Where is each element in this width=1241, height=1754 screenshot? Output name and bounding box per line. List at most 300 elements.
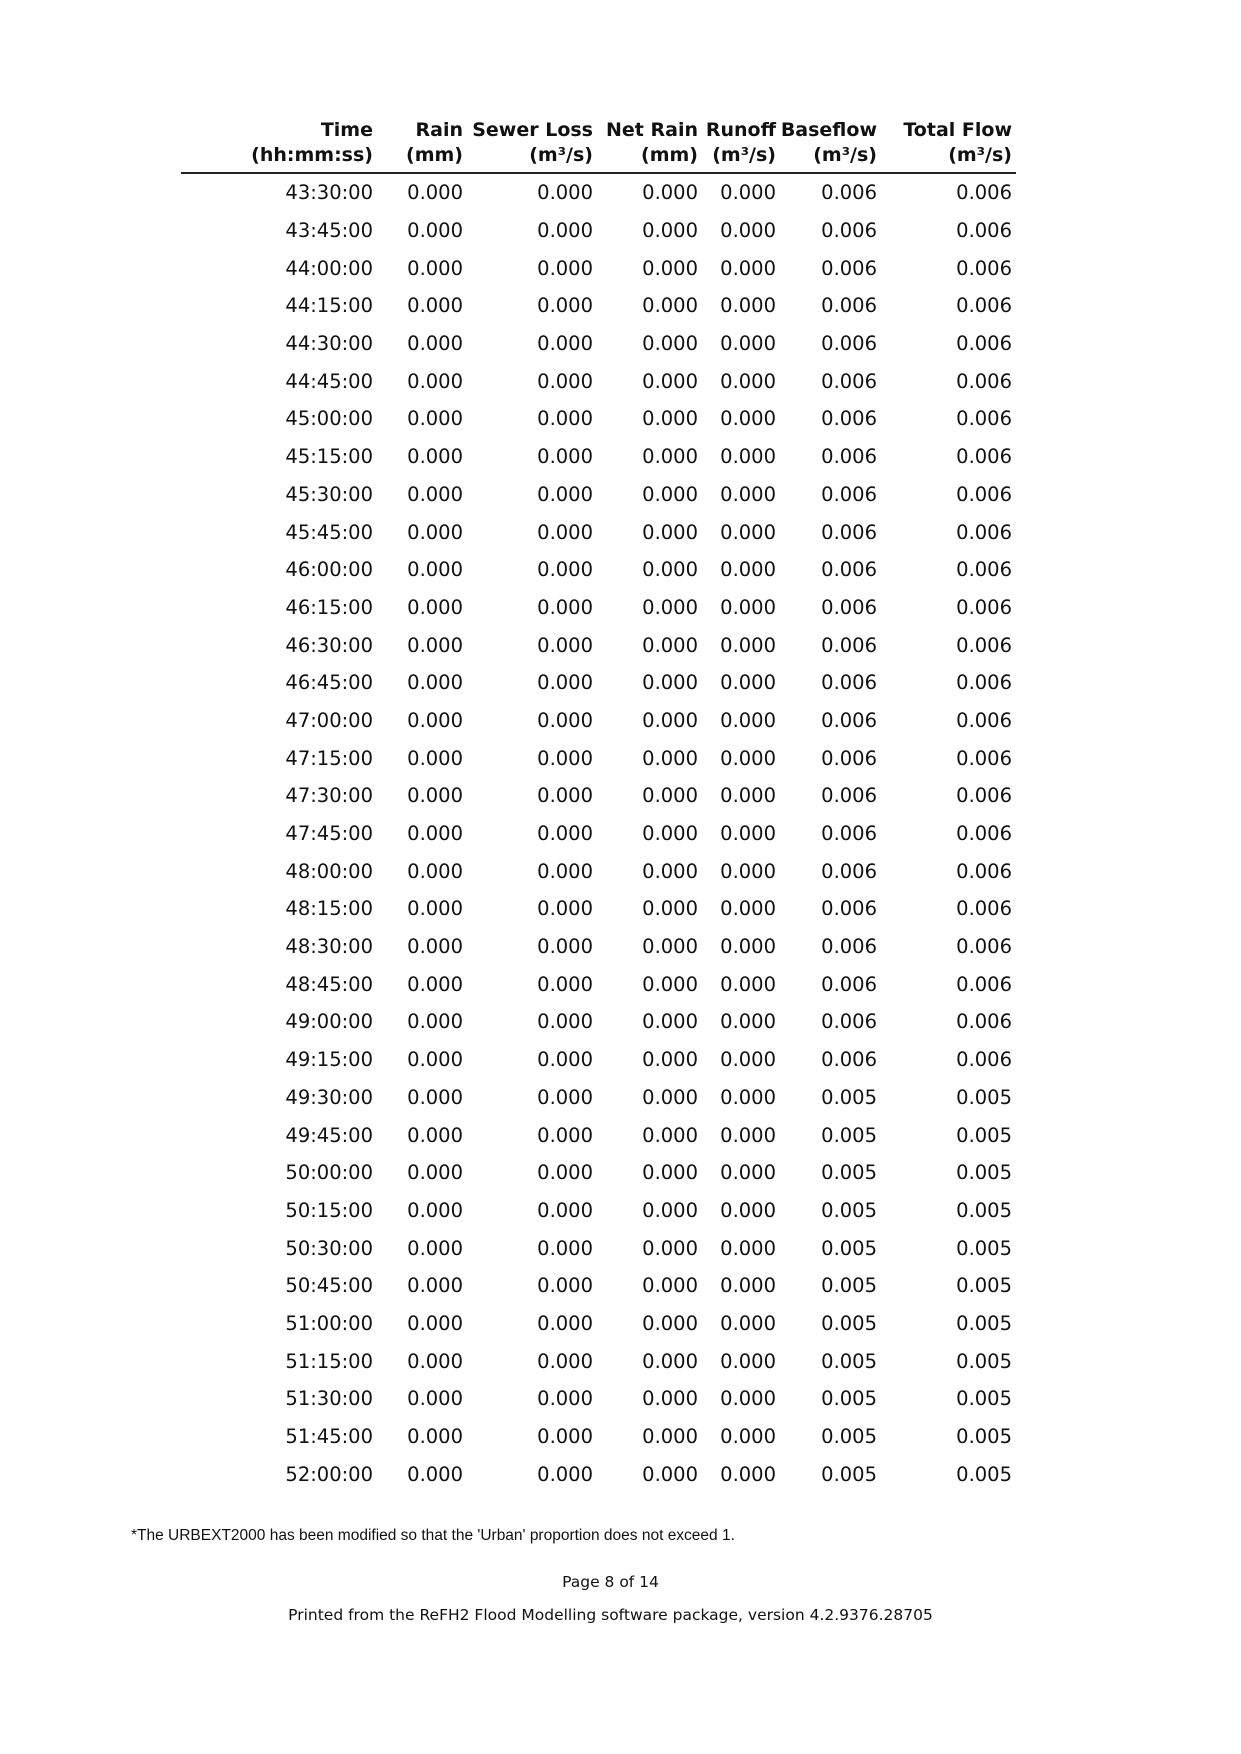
table-cell: 0.000 <box>642 1274 698 1298</box>
table-cell: 0.000 <box>537 256 593 280</box>
table-cell: 0.000 <box>720 859 776 883</box>
table-cell: 0.005 <box>821 1387 877 1411</box>
table-cell: 0.000 <box>642 972 698 996</box>
table-cell: 0.000 <box>720 1462 776 1486</box>
table-cell: 0.005 <box>956 1462 1012 1486</box>
table-row <box>181 476 1016 514</box>
table-cell: 0.000 <box>407 369 463 393</box>
table-cell: 0.000 <box>642 482 698 506</box>
table-cell: 0.005 <box>821 1123 877 1147</box>
table-cell: 0.000 <box>407 1462 463 1486</box>
table-row <box>181 400 1016 438</box>
table-cell: 0.005 <box>956 1161 1012 1185</box>
printed-by-note: Printed from the ReFH2 Flood Modelling software package, version 4.2.9376.28705 <box>288 1606 933 1624</box>
table-cell: 0.006 <box>956 558 1012 582</box>
table-cell: 0.000 <box>720 1425 776 1449</box>
table-cell: 43:30:00 <box>285 181 373 205</box>
table-cell: 48:00:00 <box>285 859 373 883</box>
table-cell: 0.000 <box>642 859 698 883</box>
table-cell: 0.006 <box>956 822 1012 846</box>
column-header <box>780 118 881 173</box>
column-header <box>702 118 780 173</box>
table-cell: 0.000 <box>537 1236 593 1260</box>
column-header-name: Sewer Loss <box>472 119 593 141</box>
table-cell: 0.000 <box>537 1387 593 1411</box>
table-row <box>181 1305 1016 1343</box>
table-cell: 0.005 <box>956 1085 1012 1109</box>
table-cell: 0.005 <box>821 1462 877 1486</box>
table-cell: 0.006 <box>821 407 877 431</box>
table-cell: 0.000 <box>720 1236 776 1260</box>
table-cell: 43:45:00 <box>285 219 373 243</box>
table-cell: 0.000 <box>720 1274 776 1298</box>
table-cell: 0.006 <box>956 708 1012 732</box>
table-cell: 0.000 <box>407 1048 463 1072</box>
table-cell: 47:30:00 <box>285 784 373 808</box>
table-cell: 0.000 <box>642 219 698 243</box>
table-cell: 0.000 <box>642 407 698 431</box>
table-cell: 0.000 <box>642 1123 698 1147</box>
table-cell: 0.005 <box>956 1123 1012 1147</box>
table-cell: 0.000 <box>642 746 698 770</box>
table-row <box>181 362 1016 400</box>
table-cell: 0.006 <box>956 1048 1012 1072</box>
table-cell: 0.000 <box>642 1349 698 1373</box>
table-cell: 0.006 <box>821 558 877 582</box>
table-cell: 0.006 <box>821 784 877 808</box>
table-cell: 0.000 <box>537 1462 593 1486</box>
table-cell: 0.000 <box>537 1311 593 1335</box>
table-cell: 0.006 <box>821 1010 877 1034</box>
table-cell: 49:30:00 <box>285 1085 373 1109</box>
table-cell: 50:15:00 <box>285 1198 373 1222</box>
table-cell: 46:15:00 <box>285 595 373 619</box>
table-cell: 0.006 <box>956 746 1012 770</box>
table-cell: 0.000 <box>642 784 698 808</box>
table-cell: 0.000 <box>642 708 698 732</box>
table-cell: 0.006 <box>821 482 877 506</box>
table-cell: 51:00:00 <box>285 1311 373 1335</box>
table-row <box>181 1116 1016 1154</box>
table-cell: 51:45:00 <box>285 1425 373 1449</box>
table-cell: 0.000 <box>720 1311 776 1335</box>
table-cell: 0.000 <box>537 482 593 506</box>
table-row <box>181 965 1016 1003</box>
table-cell: 0.000 <box>407 1161 463 1185</box>
table-cell: 0.000 <box>720 1198 776 1222</box>
table-cell: 0.000 <box>720 972 776 996</box>
table-cell: 0.000 <box>537 972 593 996</box>
table-cell: 0.006 <box>956 219 1012 243</box>
table-cell: 0.000 <box>720 784 776 808</box>
table-cell: 0.006 <box>821 859 877 883</box>
table-cell: 48:30:00 <box>285 935 373 959</box>
table-cell: 0.000 <box>407 294 463 318</box>
table-cell: 0.000 <box>720 897 776 921</box>
table-row <box>181 852 1016 890</box>
table-cell: 0.000 <box>720 1010 776 1034</box>
column-header-unit: (m³/s) <box>529 144 593 166</box>
table-cell: 0.006 <box>956 332 1012 356</box>
table-row <box>181 1041 1016 1079</box>
table-cell: 0.006 <box>956 784 1012 808</box>
table-row <box>181 1154 1016 1192</box>
table-cell: 50:30:00 <box>285 1236 373 1260</box>
table-cell: 0.006 <box>821 897 877 921</box>
table-cell: 0.005 <box>956 1425 1012 1449</box>
table-cell: 0.000 <box>537 746 593 770</box>
table-cell: 0.005 <box>956 1387 1012 1411</box>
table-cell: 52:00:00 <box>285 1462 373 1486</box>
table-cell: 44:45:00 <box>285 369 373 393</box>
table-cell: 50:45:00 <box>285 1274 373 1298</box>
table-cell: 0.000 <box>407 1274 463 1298</box>
table-cell: 0.006 <box>956 935 1012 959</box>
table-cell: 0.000 <box>407 708 463 732</box>
column-header <box>377 118 467 173</box>
table-cell: 0.006 <box>956 256 1012 280</box>
table-cell: 47:00:00 <box>285 708 373 732</box>
table-cell: 0.006 <box>956 972 1012 996</box>
table-cell: 0.006 <box>956 671 1012 695</box>
results-table <box>181 118 1016 1493</box>
table-cell: 0.000 <box>407 784 463 808</box>
column-header-name: Net Rain <box>606 119 698 141</box>
table-cell: 0.000 <box>537 445 593 469</box>
table-cell: 0.000 <box>642 1198 698 1222</box>
table-cell: 50:00:00 <box>285 1161 373 1185</box>
table-cell: 0.000 <box>720 1387 776 1411</box>
table-row <box>181 664 1016 702</box>
table-cell: 0.000 <box>720 1085 776 1109</box>
table-row <box>181 438 1016 476</box>
table-cell: 0.006 <box>821 181 877 205</box>
table-cell: 45:30:00 <box>285 482 373 506</box>
table-cell: 0.006 <box>956 520 1012 544</box>
table-cell: 0.000 <box>537 859 593 883</box>
table-header-row <box>181 118 1016 173</box>
table-cell: 0.000 <box>407 972 463 996</box>
column-header <box>467 118 597 173</box>
table-row <box>181 777 1016 815</box>
table-cell: 0.000 <box>720 1349 776 1373</box>
table-cell: 0.000 <box>537 1123 593 1147</box>
table-cell: 0.006 <box>956 1010 1012 1034</box>
table-cell: 0.000 <box>720 595 776 619</box>
table-cell: 0.006 <box>821 332 877 356</box>
table-cell: 0.000 <box>720 1048 776 1072</box>
table-row <box>181 815 1016 853</box>
table-cell: 0.000 <box>407 1010 463 1034</box>
table-cell: 0.006 <box>821 708 877 732</box>
column-header-unit: (m³/s) <box>712 144 776 166</box>
table-cell: 0.005 <box>821 1198 877 1222</box>
table-cell: 0.000 <box>537 558 593 582</box>
table-cell: 0.000 <box>407 256 463 280</box>
table-row <box>181 1267 1016 1305</box>
table-cell: 0.006 <box>821 445 877 469</box>
column-header-unit: (mm) <box>641 144 698 166</box>
table-cell: 0.000 <box>407 407 463 431</box>
table-cell: 0.000 <box>407 181 463 205</box>
table-cell: 44:00:00 <box>285 256 373 280</box>
table-cell: 0.000 <box>537 1198 593 1222</box>
table-cell: 0.000 <box>720 822 776 846</box>
table-row <box>181 1380 1016 1418</box>
table-cell: 0.000 <box>642 520 698 544</box>
table-cell: 0.000 <box>642 181 698 205</box>
column-header-name: Baseflow <box>780 119 877 141</box>
flow-results-table <box>181 118 1016 1493</box>
table-cell: 0.000 <box>720 1123 776 1147</box>
table-cell: 0.005 <box>821 1161 877 1185</box>
table-cell: 0.000 <box>407 671 463 695</box>
table-cell: 46:00:00 <box>285 558 373 582</box>
table-cell: 0.000 <box>642 822 698 846</box>
table-cell: 0.000 <box>537 822 593 846</box>
table-cell: 0.000 <box>642 935 698 959</box>
column-header-unit: (hh:mm:ss) <box>251 144 373 166</box>
table-cell: 0.000 <box>537 897 593 921</box>
table-cell: 0.000 <box>537 520 593 544</box>
table-cell: 0.000 <box>720 256 776 280</box>
table-cell: 0.000 <box>720 332 776 356</box>
table-cell: 0.000 <box>537 1085 593 1109</box>
column-header <box>181 118 377 173</box>
table-cell: 0.000 <box>642 369 698 393</box>
table-cell: 47:45:00 <box>285 822 373 846</box>
table-cell: 0.000 <box>720 294 776 318</box>
table-cell: 0.006 <box>956 407 1012 431</box>
table-cell: 48:45:00 <box>285 972 373 996</box>
table-body <box>181 173 1016 1493</box>
table-cell: 0.000 <box>537 935 593 959</box>
table-row <box>181 739 1016 777</box>
table-cell: 0.000 <box>537 595 593 619</box>
table-cell: 0.000 <box>642 1085 698 1109</box>
table-cell: 0.000 <box>407 746 463 770</box>
table-cell: 45:45:00 <box>285 520 373 544</box>
table-cell: 0.000 <box>720 445 776 469</box>
table-cell: 0.000 <box>642 633 698 657</box>
table-cell: 44:15:00 <box>285 294 373 318</box>
table-cell: 0.006 <box>956 181 1012 205</box>
table-cell: 0.005 <box>821 1085 877 1109</box>
table-cell: 0.000 <box>407 1425 463 1449</box>
table-row <box>181 890 1016 928</box>
table-cell: 49:15:00 <box>285 1048 373 1072</box>
table-cell: 0.006 <box>821 1048 877 1072</box>
table-cell: 46:45:00 <box>285 671 373 695</box>
table-cell: 0.000 <box>720 407 776 431</box>
table-row <box>181 1229 1016 1267</box>
table-cell: 48:15:00 <box>285 897 373 921</box>
table-cell: 0.000 <box>407 1123 463 1147</box>
footnote: *The URBEXT2000 has been modified so that the 'Urban' proportion does not exceed 1. <box>131 1527 735 1544</box>
table-cell: 0.000 <box>642 1387 698 1411</box>
table-cell: 0.000 <box>407 1198 463 1222</box>
table-cell: 0.000 <box>642 294 698 318</box>
table-cell: 0.005 <box>956 1236 1012 1260</box>
table-cell: 0.000 <box>407 332 463 356</box>
table-cell: 0.005 <box>956 1311 1012 1335</box>
table-cell: 0.000 <box>407 595 463 619</box>
table-row <box>181 287 1016 325</box>
table-row <box>181 1418 1016 1456</box>
table-cell: 45:15:00 <box>285 445 373 469</box>
table-cell: 0.000 <box>407 1387 463 1411</box>
table-cell: 0.000 <box>720 520 776 544</box>
table-row <box>181 249 1016 287</box>
table-cell: 0.006 <box>821 972 877 996</box>
table-cell: 0.005 <box>821 1311 877 1335</box>
table-cell: 49:45:00 <box>285 1123 373 1147</box>
table-cell: 0.000 <box>720 369 776 393</box>
table-cell: 0.000 <box>407 445 463 469</box>
table-cell: 0.006 <box>821 369 877 393</box>
table-cell: 0.000 <box>720 1161 776 1185</box>
table-cell: 0.000 <box>537 219 593 243</box>
page-number: Page 8 of 14 <box>562 1573 659 1591</box>
table-cell: 0.000 <box>537 1349 593 1373</box>
table-cell: 0.005 <box>956 1198 1012 1222</box>
table-cell: 0.000 <box>407 1349 463 1373</box>
table-row <box>181 1079 1016 1117</box>
table-cell: 51:15:00 <box>285 1349 373 1373</box>
table-cell: 0.006 <box>956 633 1012 657</box>
column-header-name: Time <box>320 119 373 141</box>
table-cell: 45:00:00 <box>285 407 373 431</box>
table-cell: 0.005 <box>821 1236 877 1260</box>
table-cell: 0.000 <box>642 1462 698 1486</box>
table-cell: 0.006 <box>821 219 877 243</box>
table-cell: 0.000 <box>537 784 593 808</box>
table-cell: 0.006 <box>956 369 1012 393</box>
table-cell: 0.000 <box>537 1425 593 1449</box>
table-row <box>181 589 1016 627</box>
table-cell: 0.000 <box>642 1048 698 1072</box>
table-cell: 0.006 <box>821 746 877 770</box>
table-cell: 0.000 <box>537 633 593 657</box>
column-header-unit: (m³/s) <box>813 144 877 166</box>
column-header <box>597 118 702 173</box>
table-cell: 0.000 <box>720 746 776 770</box>
table-row <box>181 1192 1016 1230</box>
table-cell: 0.000 <box>407 482 463 506</box>
table-cell: 44:30:00 <box>285 332 373 356</box>
column-header-name: Rain <box>415 119 463 141</box>
table-cell: 0.000 <box>720 935 776 959</box>
table-cell: 0.006 <box>821 294 877 318</box>
table-row <box>181 212 1016 250</box>
table-cell: 0.000 <box>537 1010 593 1034</box>
table-cell: 0.006 <box>956 897 1012 921</box>
table-cell: 46:30:00 <box>285 633 373 657</box>
table-cell: 0.005 <box>821 1425 877 1449</box>
table-cell: 0.000 <box>642 1161 698 1185</box>
table-cell: 0.000 <box>407 935 463 959</box>
table-cell: 0.000 <box>407 558 463 582</box>
table-cell: 0.006 <box>821 822 877 846</box>
table-cell: 0.000 <box>407 822 463 846</box>
table-row <box>181 513 1016 551</box>
table-cell: 51:30:00 <box>285 1387 373 1411</box>
table-cell: 0.000 <box>720 708 776 732</box>
table-cell: 0.000 <box>537 1274 593 1298</box>
table-row <box>181 551 1016 589</box>
table-row <box>181 626 1016 664</box>
table-cell: 0.006 <box>821 935 877 959</box>
table-cell: 0.000 <box>642 1010 698 1034</box>
table-cell: 0.000 <box>407 859 463 883</box>
table-cell: 0.000 <box>642 595 698 619</box>
table-row <box>181 928 1016 966</box>
table-cell: 0.006 <box>821 595 877 619</box>
column-header-unit: (mm) <box>406 144 463 166</box>
table-cell: 0.000 <box>537 671 593 695</box>
table-cell: 0.006 <box>821 671 877 695</box>
table-cell: 0.000 <box>537 1048 593 1072</box>
table-cell: 0.006 <box>821 256 877 280</box>
table-row <box>181 173 1016 212</box>
table-cell: 0.000 <box>720 671 776 695</box>
table-cell: 0.000 <box>537 181 593 205</box>
table-cell: 0.000 <box>642 558 698 582</box>
table-cell: 49:00:00 <box>285 1010 373 1034</box>
table-cell: 0.006 <box>956 595 1012 619</box>
table-cell: 0.005 <box>956 1274 1012 1298</box>
table-cell: 0.000 <box>642 1311 698 1335</box>
table-row <box>181 1455 1016 1493</box>
table-cell: 0.000 <box>642 671 698 695</box>
table-cell: 0.000 <box>642 445 698 469</box>
table-cell: 0.000 <box>720 482 776 506</box>
table-cell: 0.000 <box>642 897 698 921</box>
table-cell: 0.000 <box>720 558 776 582</box>
table-cell: 0.000 <box>407 633 463 657</box>
column-header-unit: (m³/s) <box>948 144 1012 166</box>
table-cell: 0.006 <box>821 520 877 544</box>
table-cell: 0.000 <box>537 1161 593 1185</box>
table-cell: 0.000 <box>407 1311 463 1335</box>
table-cell: 0.000 <box>720 633 776 657</box>
table-cell: 0.006 <box>956 482 1012 506</box>
table-cell: 0.006 <box>956 859 1012 883</box>
table-cell: 47:15:00 <box>285 746 373 770</box>
table-cell: 0.006 <box>956 445 1012 469</box>
table-cell: 0.000 <box>537 708 593 732</box>
column-header-name: Runoff <box>705 119 776 141</box>
table-cell: 0.000 <box>642 1425 698 1449</box>
table-cell: 0.005 <box>956 1349 1012 1373</box>
table-row <box>181 1342 1016 1380</box>
table-cell: 0.000 <box>537 332 593 356</box>
column-header-name: Total Flow <box>903 119 1012 141</box>
table-row <box>181 702 1016 740</box>
table-cell: 0.000 <box>720 219 776 243</box>
table-cell: 0.000 <box>537 369 593 393</box>
table-cell: 0.000 <box>642 1236 698 1260</box>
table-cell: 0.006 <box>821 633 877 657</box>
table-cell: 0.000 <box>642 332 698 356</box>
table-cell: 0.005 <box>821 1349 877 1373</box>
table-cell: 0.000 <box>537 294 593 318</box>
table-cell: 0.000 <box>407 897 463 921</box>
table-cell: 0.000 <box>537 407 593 431</box>
table-cell: 0.000 <box>407 1236 463 1260</box>
table-cell: 0.005 <box>821 1274 877 1298</box>
table-cell: 0.006 <box>956 294 1012 318</box>
